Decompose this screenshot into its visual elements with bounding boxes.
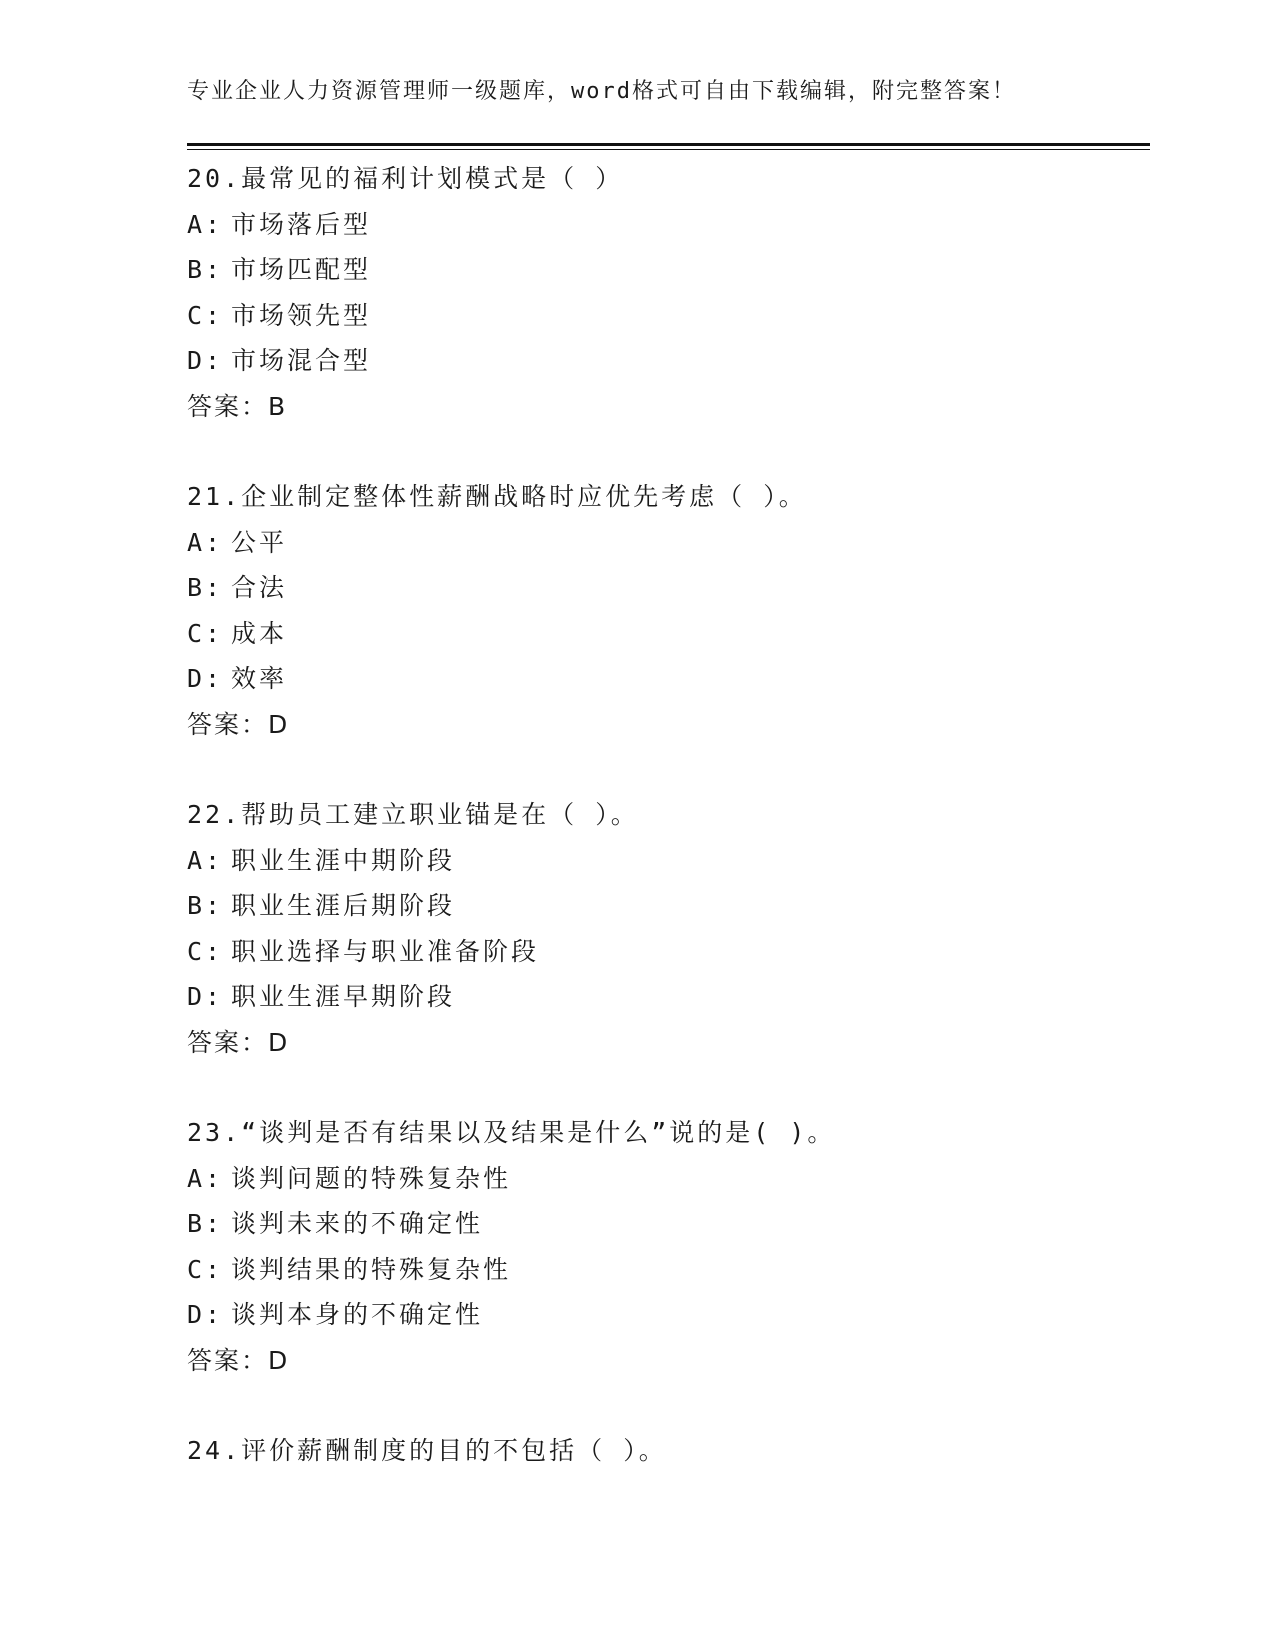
option-d <box>187 338 1147 384</box>
option-text: 职业生涯中期阶段 <box>231 845 456 875</box>
option-letter: D: <box>187 982 224 1011</box>
question-spacer <box>187 1065 1147 1110</box>
option-b <box>187 247 1147 293</box>
option-letter: B: <box>187 1209 224 1238</box>
question-title: 24.评价薪酬制度的目的不包括（ ）。 <box>187 1436 667 1465</box>
question-list <box>187 156 1147 1474</box>
option-letter: D: <box>187 664 224 693</box>
question-title: 20.最常见的福利计划模式是（ ） <box>187 164 624 193</box>
option-c <box>187 293 1147 339</box>
option-text: 谈判问题的特殊复杂性 <box>231 1163 512 1193</box>
option-text: 谈判结果的特殊复杂性 <box>231 1254 512 1284</box>
question-title: 21.企业制定整体性薪酬战略时应优先考虑（ ）。 <box>187 482 807 511</box>
question-title: 22.帮助员工建立职业锚是在（ ）。 <box>187 800 639 829</box>
option-a <box>187 838 1147 884</box>
option-letter: A: <box>187 527 224 557</box>
option-letter: A: <box>187 1163 224 1193</box>
option-letter: C: <box>187 618 224 648</box>
option-b <box>187 565 1147 611</box>
question-spacer <box>187 1383 1147 1428</box>
question-spacer <box>187 747 1147 792</box>
answer: 答案：D <box>187 1027 290 1057</box>
question-22 <box>187 792 1147 1065</box>
option-text: 成本 <box>231 618 288 648</box>
page-header: 专业企业人力资源管理师一级题库，word格式可自由下载编辑，附完整答案！ <box>187 79 1016 104</box>
option-text: 职业生涯后期阶段 <box>231 891 456 920</box>
header-rule-thin <box>187 149 1150 150</box>
option-text: 谈判本身的不确定性 <box>231 1300 484 1329</box>
option-letter: C: <box>187 1254 224 1284</box>
option-text: 公平 <box>231 527 288 557</box>
option-c <box>187 611 1147 657</box>
option-text: 市场匹配型 <box>231 255 372 284</box>
option-text: 效率 <box>231 664 288 693</box>
answer: 答案：D <box>187 709 290 739</box>
answer: 答案：D <box>187 1345 290 1375</box>
option-letter: D: <box>187 346 224 375</box>
header-rule-thick <box>187 143 1150 146</box>
option-text: 职业生涯早期阶段 <box>231 982 456 1011</box>
question-title: 23.“谈判是否有结果以及结果是什么”说的是( )。 <box>187 1118 836 1147</box>
option-b <box>187 1201 1147 1247</box>
option-b <box>187 883 1147 929</box>
option-text: 合法 <box>231 573 288 602</box>
answer: 答案：B <box>187 391 288 421</box>
question-20 <box>187 156 1147 429</box>
option-c <box>187 929 1147 975</box>
option-a <box>187 520 1147 566</box>
option-letter: A: <box>187 209 224 239</box>
option-letter: D: <box>187 1300 224 1329</box>
option-a <box>187 202 1147 248</box>
question-24 <box>187 1428 1147 1474</box>
option-letter: B: <box>187 573 224 602</box>
question-spacer <box>187 429 1147 474</box>
option-text: 市场混合型 <box>231 346 372 375</box>
question-21 <box>187 474 1147 747</box>
question-23 <box>187 1110 1147 1383</box>
option-d <box>187 656 1147 702</box>
option-letter: C: <box>187 300 224 330</box>
option-text: 市场领先型 <box>231 300 372 330</box>
option-text: 职业选择与职业准备阶段 <box>231 936 540 966</box>
option-a <box>187 1156 1147 1202</box>
option-c <box>187 1247 1147 1293</box>
option-letter: B: <box>187 891 224 920</box>
option-letter: C: <box>187 936 224 966</box>
option-letter: A: <box>187 845 224 875</box>
option-text: 市场落后型 <box>231 209 372 239</box>
option-letter: B: <box>187 255 224 284</box>
option-d <box>187 1292 1147 1338</box>
option-d <box>187 974 1147 1020</box>
option-text: 谈判未来的不确定性 <box>231 1209 484 1238</box>
